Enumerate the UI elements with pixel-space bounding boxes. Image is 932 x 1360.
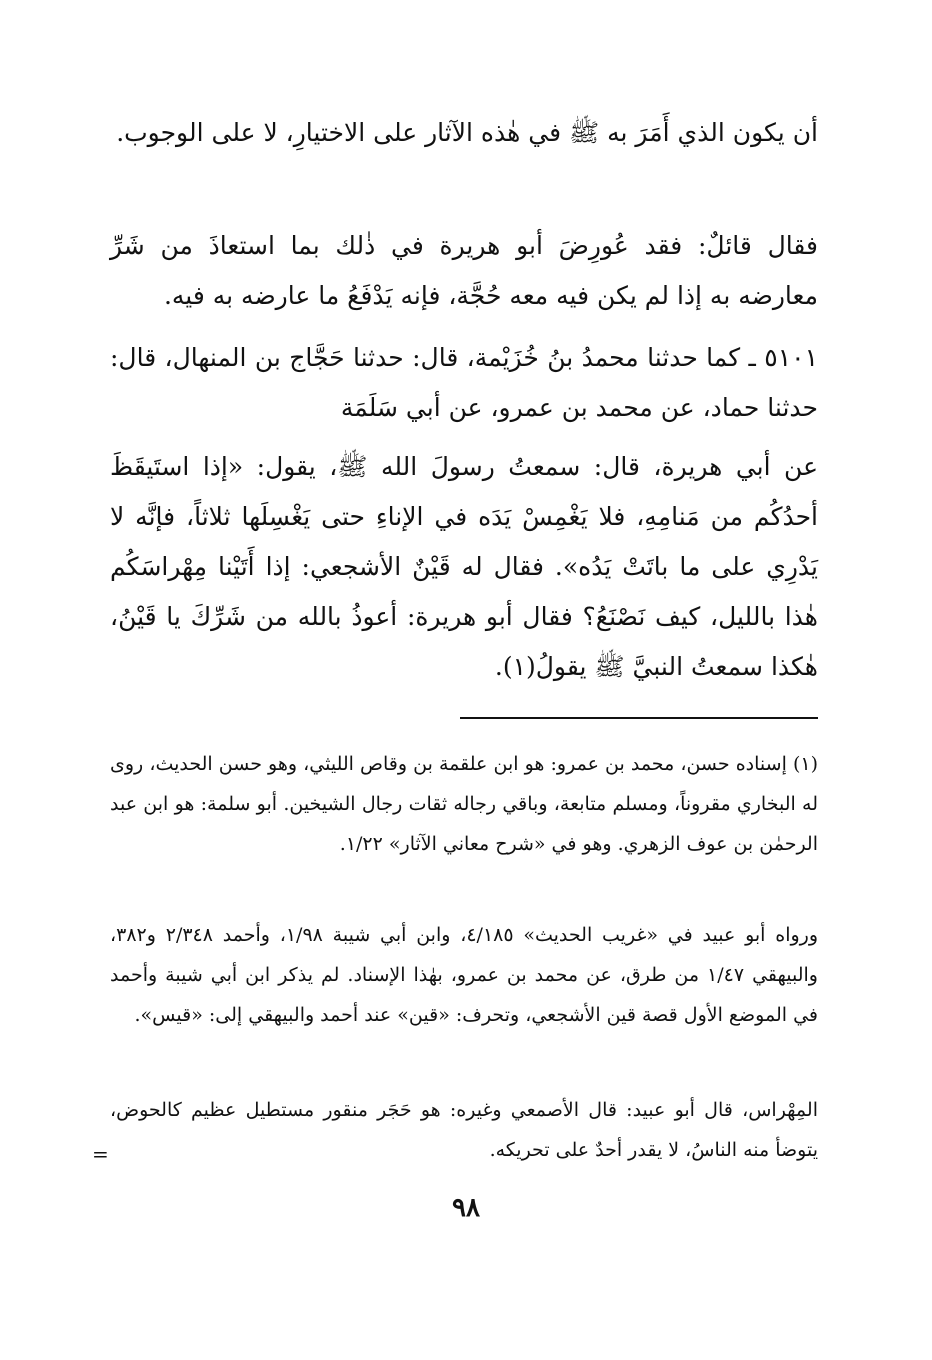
- paragraph-2: فقال قائلٌ: فقد عُورِضَ أبو هريرة في ذٰلك بما استعاذَ من شَرِّ معارضه به إذا لم يكن فيه معه حُجَّة، فإنه يَدْفَعُ ما عارضه به فيه.: [110, 231, 818, 310]
- footnote-3: المِهْراس، قال أبو عبيد: قال الأصمعي وغيره: هو حَجَر منقور مستطيل عظيم كالحوض، يتوضأ منه الناسُ، لا يقدر أحدٌ على تحريكه.: [110, 1099, 818, 1161]
- footnote-2: ورواه أبو عبيد في «غريب الحديث» ٤/١٨٥، وابن أبي شيبة ١/٩٨، وأحمد ٢/٣٤٨ و٣٨٢، والبيهقي ١/٤٧ من طرق، عن محمد بن عمرو، بهٰذا الإسناد. لم يذكر ابن أبي شيبة وأحمد في الموضع الأول قصة قين الأشجعي، وتحرف: «قين» عند أحمد والبيهقي إلى: «قيس».: [110, 924, 818, 1026]
- hadith-matn-paragraph: عن أبي هريرة، قال: سمعتُ رسولَ الله ﷺ، يقول: «إذا استَيقَظَ أحدُكُم من مَنامِهِ، فلا يَغْمِسْ يَدَه في الإناءِ حتى يَغْسِلَها ثلاثاً، فإنَّه لا يَدْرِي على ما باتَتْ يَدُه». فقال له قَيْنٌ الأشجعي: إذا أَتَيْنا مِهْراسَكُم هٰذا بالليل، كيف نَصْنَعُ؟ فقال أبو هريرة: أعوذُ بالله من شَرِّكَ يا قَيْنُ، هٰكذا سمعتُ النبيَّ ﷺ يقولُ(١).: [110, 452, 818, 681]
- continuation-mark: =: [92, 1142, 109, 1166]
- page-number: ٩٨: [452, 1193, 480, 1223]
- paragraph-1: أن يكون الذي أَمَرَ به ﷺ في هٰذه الآثار على الاختيارِ، لا على الوجوب.: [116, 118, 818, 147]
- hadith-isnad-paragraph: ٥١٠١ ـ كما حدثنا محمدُ بنُ خُزَيْمة، قال: حدثنا حَجَّاج بن المنهال، قال: حدثنا حماد، عن محمد بن عمرو، عن أبي سَلَمَة: [110, 343, 818, 422]
- footnote-divider: [460, 717, 818, 719]
- footnote-1: (١) إسناده حسن، محمد بن عمرو: هو ابن علقمة بن وقاص الليثي، وهو حسن الحديث، روى له البخاري مقروناً، ومسلم متابعة، وباقي رجاله ثقات رجال الشيخين. أبو سلمة: هو ابن عبد الرحمٰن بن عوف الزهري. وهو في «شرح معاني الآثار» ١/٢٢.: [110, 753, 818, 855]
